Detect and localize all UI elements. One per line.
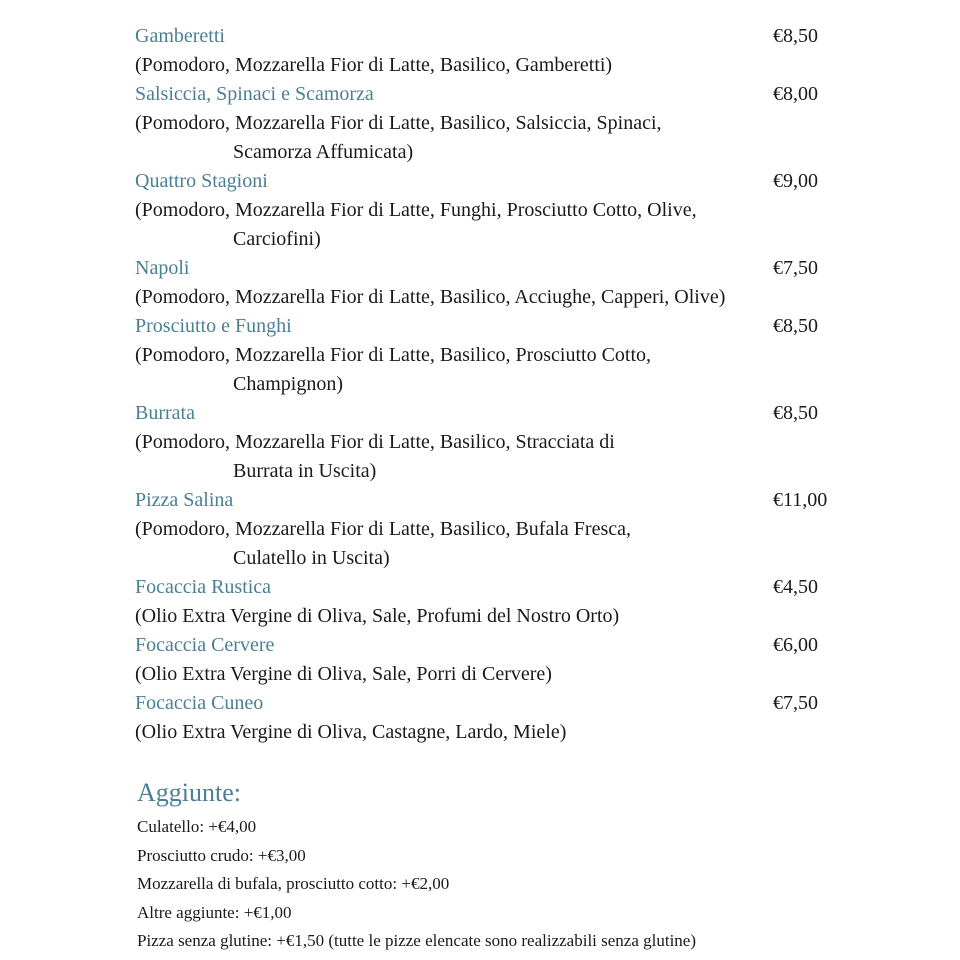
menu-item-price: €8,00 [773, 83, 818, 105]
menu-item-name: Gamberetti [135, 25, 225, 47]
menu-item-description [135, 718, 835, 747]
menu-item-price: €8,50 [773, 402, 818, 424]
menu-item-prosciutto-e-funghi [135, 312, 835, 399]
menu-item-description [135, 283, 835, 312]
extra-altre-aggiunte: Altre aggiunte: +€1,00 [137, 902, 292, 922]
menu-item-salsiccia-spinaci-scamorza [135, 80, 835, 167]
description-line-continued: Carciofini) [233, 228, 321, 250]
menu-item-price: €11,00 [773, 489, 828, 511]
menu-list [135, 22, 835, 747]
menu-item-price: €8,50 [773, 315, 818, 337]
menu-item-description [135, 51, 835, 80]
extras-title: Aggiunte: [137, 778, 241, 807]
menu-item-description [135, 341, 835, 399]
description-line: (Pomodoro, Mozzarella Fior di Latte, Basilico, Gamberetti) [135, 54, 613, 76]
description-line: (Olio Extra Vergine di Oliva, Castagne, Lardo, Miele) [135, 721, 567, 743]
description-line: (Pomodoro, Mozzarella Fior di Latte, Basilico, Stracciata di [135, 431, 615, 453]
description-line-continued: Scamorza Affumicata) [233, 141, 414, 163]
extra-senza-glutine: Pizza senza glutine: +€1,50 (tutte le pizze elencate sono realizzabili senza glutine) [137, 931, 697, 950]
description-line: (Pomodoro, Mozzarella Fior di Latte, Funghi, Prosciutto Cotto, Olive, [135, 199, 697, 221]
menu-item-name: Prosciutto e Funghi [135, 315, 292, 337]
menu-item-name: Salsiccia, Spinaci e Scamorza [135, 83, 374, 105]
description-line: (Olio Extra Vergine di Oliva, Sale, Profumi del Nostro Orto) [135, 605, 620, 627]
menu-item-burrata [135, 399, 835, 486]
menu-item-header [135, 689, 835, 718]
menu-item-name: Pizza Salina [135, 489, 234, 511]
menu-item-header [135, 254, 835, 283]
menu-item-price: €8,50 [773, 25, 818, 47]
menu-item-name: Focaccia Cuneo [135, 692, 264, 714]
menu-item-focaccia-rustica [135, 573, 835, 631]
menu-item-quattro-stagioni [135, 167, 835, 254]
description-line: (Olio Extra Vergine di Oliva, Sale, Porri di Cervere) [135, 663, 552, 685]
menu-item-description [135, 602, 835, 631]
menu-item-header [135, 167, 835, 196]
description-line: (Pomodoro, Mozzarella Fior di Latte, Basilico, Prosciutto Cotto, [135, 344, 652, 366]
description-line-continued: Burrata in Uscita) [233, 460, 377, 482]
menu-item-price: €4,50 [773, 576, 818, 598]
menu-item-description [135, 196, 835, 254]
description-line-continued: Culatello in Uscita) [233, 547, 390, 569]
description-line: (Pomodoro, Mozzarella Fior di Latte, Basilico, Acciughe, Capperi, Olive) [135, 286, 726, 308]
menu-item-header [135, 22, 835, 51]
extra-prosciutto-crudo: Prosciutto crudo: +€3,00 [137, 845, 306, 865]
extra-culatello: Culatello: +€4,00 [137, 817, 257, 836]
menu-item-price: €6,00 [773, 634, 818, 656]
menu-item-header [135, 631, 835, 660]
extra-mozzarella-bufala-prosciutto-cotto: Mozzarella di bufala, prosciutto cotto: +€2,00 [137, 874, 450, 893]
menu-item-header [135, 486, 835, 515]
menu-item-focaccia-cuneo [135, 689, 835, 747]
menu-item-name: Quattro Stagioni [135, 170, 268, 192]
description-line: (Pomodoro, Mozzarella Fior di Latte, Basilico, Bufala Fresca, [135, 518, 631, 540]
menu-item-description [135, 515, 835, 573]
menu-item-header [135, 399, 835, 428]
menu-item-description [135, 428, 835, 486]
description-line-continued: Champignon) [233, 373, 343, 395]
menu-item-description [135, 109, 835, 167]
menu-item-name: Focaccia Rustica [135, 576, 272, 598]
menu-item-gamberetti [135, 22, 835, 80]
menu-item-header [135, 312, 835, 341]
menu-item-description [135, 660, 835, 689]
description-line: (Pomodoro, Mozzarella Fior di Latte, Basilico, Salsiccia, Spinaci, [135, 112, 662, 134]
menu-item-name: Burrata [135, 402, 195, 424]
menu-item-name: Focaccia Cervere [135, 634, 275, 656]
menu-item-name: Napoli [135, 257, 190, 279]
extras-section [137, 775, 857, 956]
menu-item-price: €9,00 [773, 170, 818, 192]
menu-item-napoli [135, 254, 835, 312]
menu-item-header [135, 573, 835, 602]
menu-item-price: €7,50 [773, 257, 818, 279]
menu-item-focaccia-cervere [135, 631, 835, 689]
menu-item-pizza-salina [135, 486, 835, 573]
menu-item-header [135, 80, 835, 109]
menu-item-price: €7,50 [773, 692, 818, 714]
